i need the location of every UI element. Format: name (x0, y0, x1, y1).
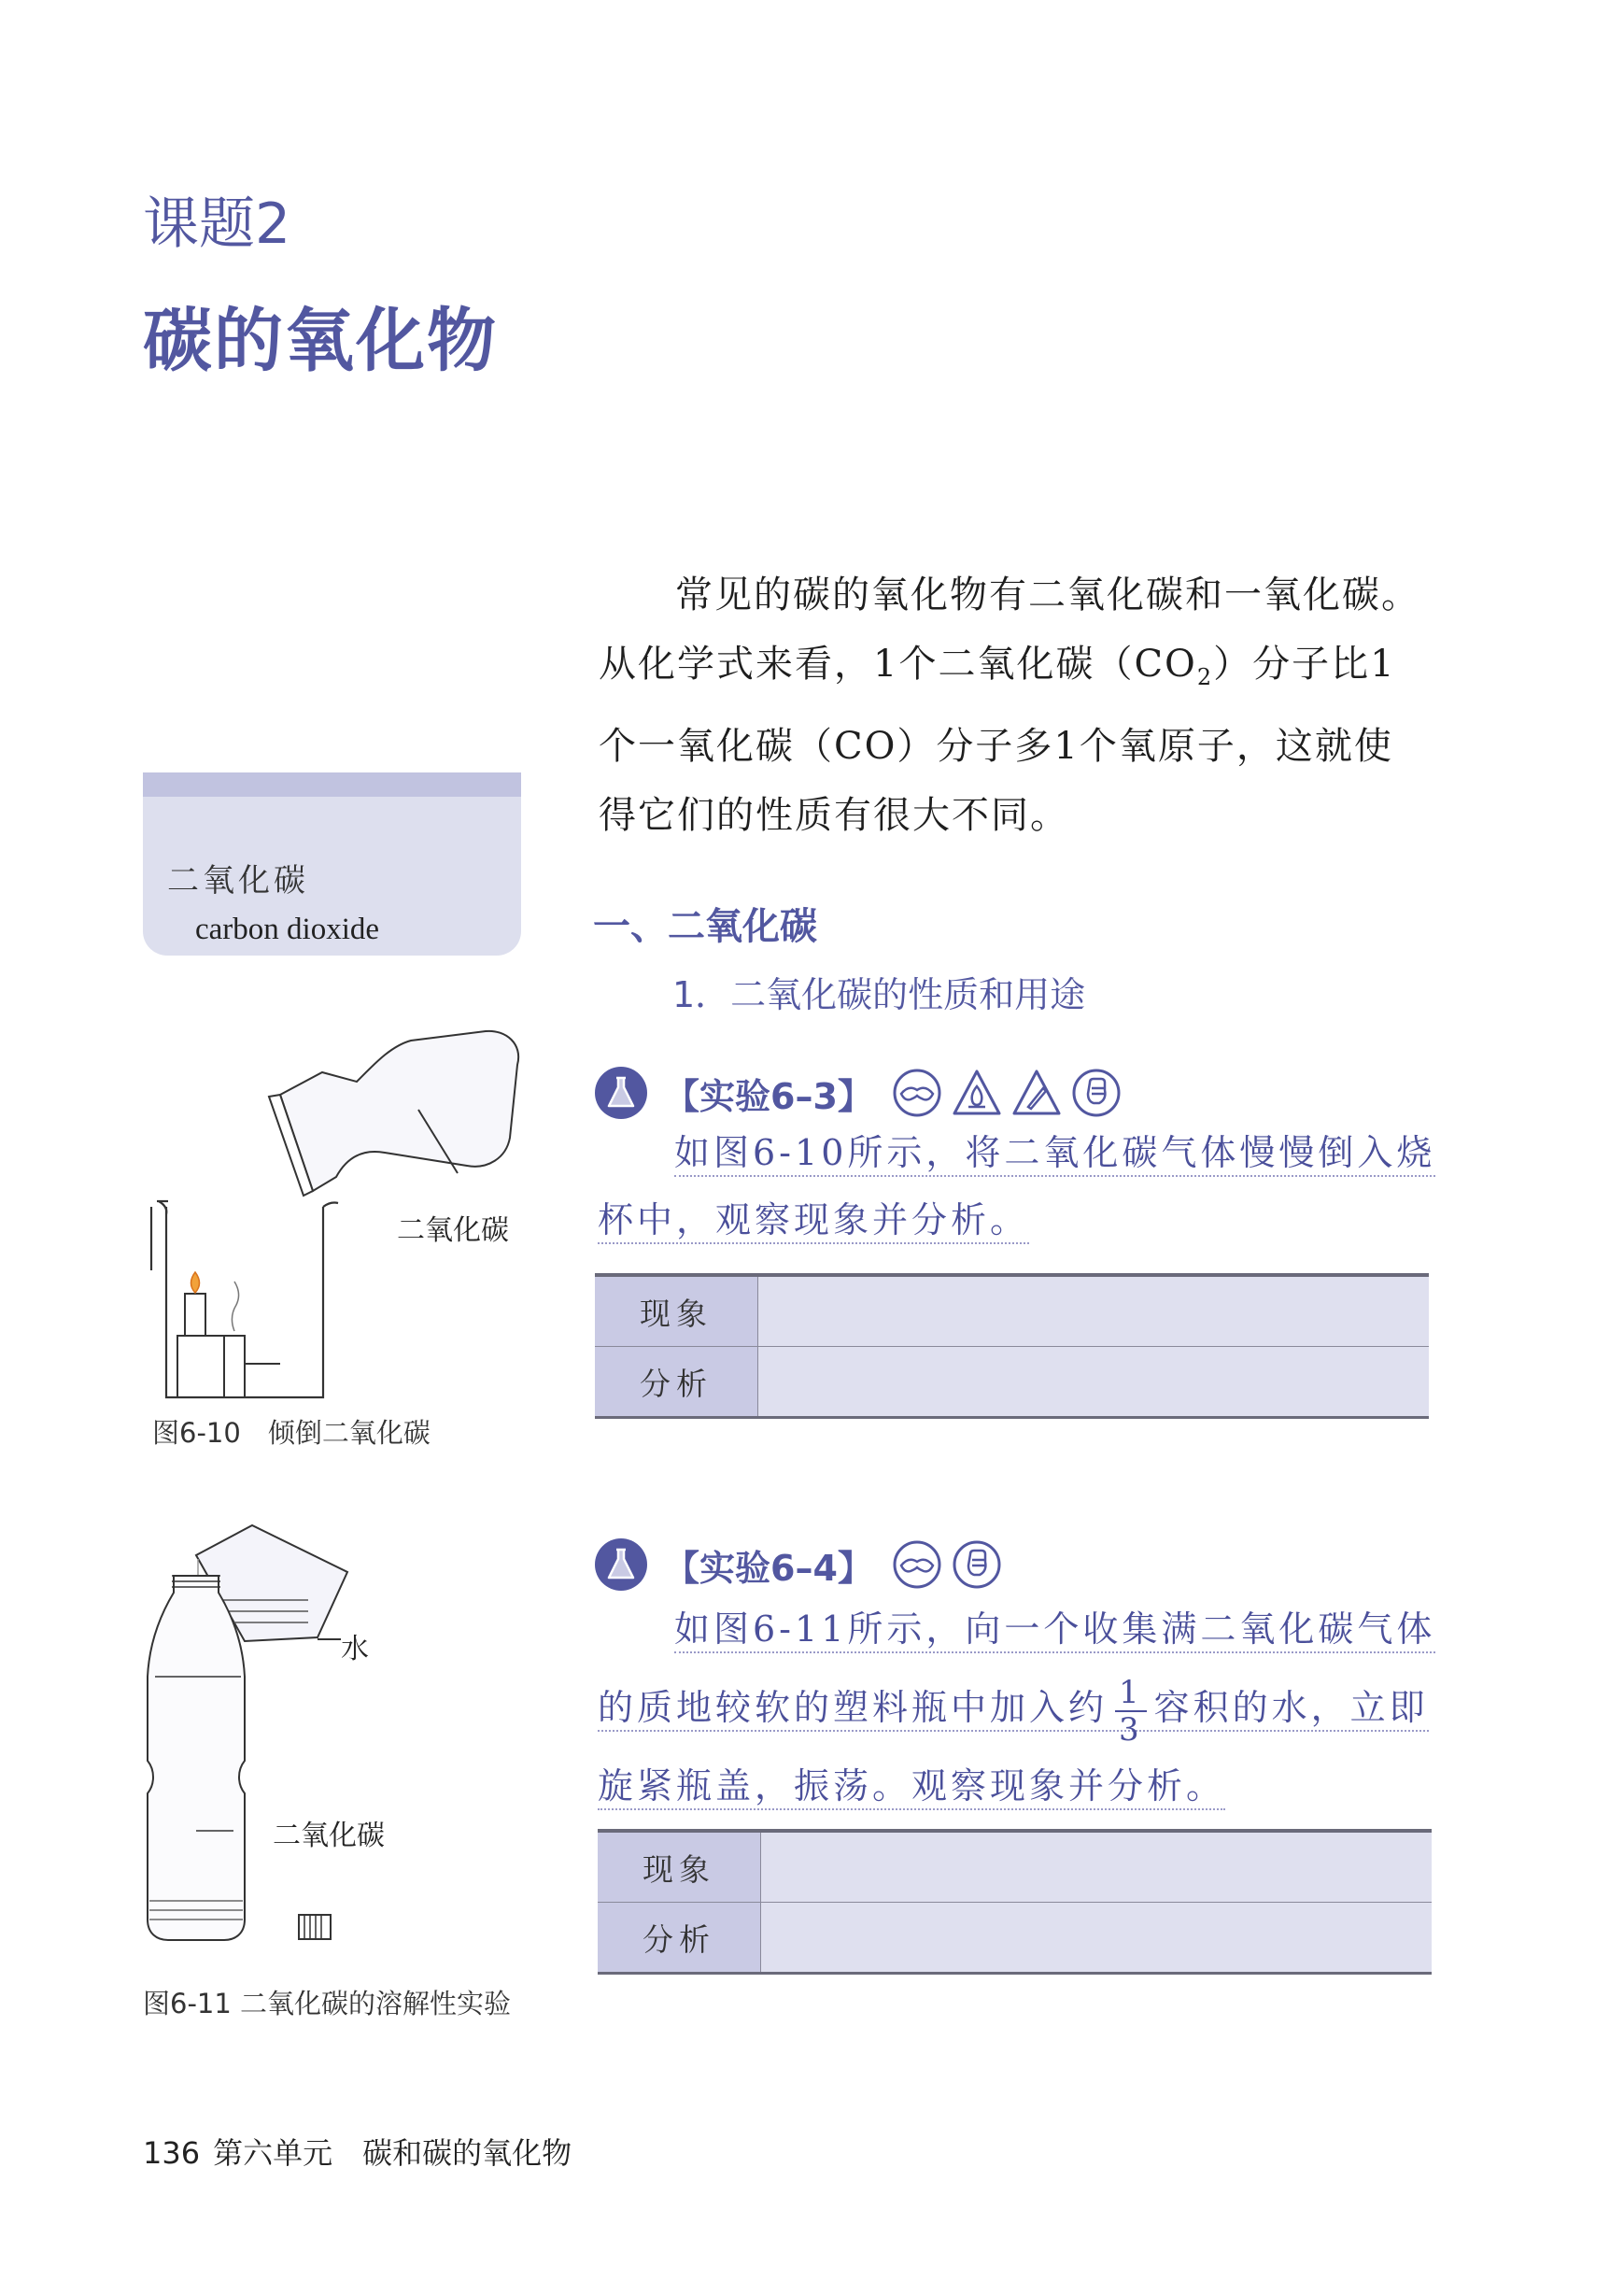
figure-6-11-caption: 图6-11 二氧化碳的溶解性实验 (143, 1988, 512, 2019)
vocab-english: carbon dioxide (195, 913, 380, 946)
experiment-6-4-line3: 旋紧瓶盖，振荡。观察现象并分析。 (598, 1765, 1225, 1810)
intro-text-2: ）分子比1个一氧化碳（CO）分子多1个氧原子，这就使得它们的性质有很大不同。 (599, 643, 1396, 837)
table-row (598, 1903, 1432, 1974)
experiment-6-4-title: 【实验6–4】 (664, 1547, 873, 1589)
experiment-6-3-line2: 杯中，观察现象并分析。 (598, 1199, 1029, 1244)
table-label-analysis: 分析 (595, 1347, 758, 1418)
vocab-chinese: 二氧化碳 (167, 862, 309, 900)
unit-title: 第六单元 碳和碳的氧化物 (213, 2135, 572, 2171)
hand-wash-icon (1071, 1068, 1122, 1118)
table-cell-phenomenon[interactable] (758, 1275, 1430, 1347)
experiment-6-4-header (595, 1537, 1011, 1593)
figure-6-11-label-co2: 二氧化碳 (273, 1820, 385, 1852)
experiment-6-3-text (598, 1119, 1438, 1254)
experiment-6-3-line1: 如图6-10所示，将二氧化碳气体慢慢倒入烧 (674, 1132, 1435, 1177)
experiment-6-3-title: 【实验6–3】 (664, 1075, 873, 1117)
figure-6-11-label-water: 水 (341, 1633, 369, 1665)
section-subheading: 1．二氧化碳的性质和用途 (672, 974, 1086, 1015)
table-label-analysis: 分析 (598, 1903, 761, 1974)
vocab-box (143, 772, 521, 956)
fraction-denominator: 3 (1119, 1710, 1143, 1749)
table-row (595, 1275, 1429, 1347)
goggles-icon (892, 1068, 942, 1118)
intro-subscript: 2 (1196, 664, 1214, 690)
experiment-6-3-header (595, 1065, 1131, 1121)
experiment-6-3-table (595, 1273, 1429, 1419)
flame-warning-icon (952, 1068, 1002, 1118)
flask-icon (595, 1538, 647, 1591)
lesson-title: 碳的氧化物 (143, 301, 498, 381)
figure-6-10-label: 二氧化碳 (397, 1214, 509, 1247)
figure-6-11-illustration (140, 1518, 383, 1948)
table-cell-phenomenon[interactable] (761, 1831, 1433, 1903)
table-cell-analysis[interactable] (761, 1903, 1433, 1974)
goggles-icon (892, 1539, 942, 1590)
intro-paragraph (599, 560, 1430, 850)
table-row (598, 1831, 1432, 1903)
intro-text-1: 常见的碳的氧化物有二氧化碳和一氧化碳。从化学式来看，1个二氧化碳（CO (599, 574, 1420, 686)
table-label-phenomenon: 现象 (595, 1275, 758, 1347)
table-label-phenomenon: 现象 (598, 1831, 761, 1903)
lesson-label: 课题2 (143, 191, 291, 257)
experiment-6-4-table (598, 1829, 1432, 1975)
flask-icon (595, 1067, 647, 1119)
page-footer (143, 2130, 572, 2173)
figure-6-10-caption: 图6-10 倾倒二氧化碳 (152, 1417, 431, 1449)
experiment-6-4-text (598, 1595, 1438, 1820)
experiment-6-4-line1: 如图6-11所示，向一个收集满二氧化碳气体 (674, 1608, 1435, 1653)
experiment-6-4-line2b: 容积的水，立即 (1153, 1687, 1429, 1728)
fraction-numerator: 1 (1115, 1675, 1147, 1712)
table-row (595, 1347, 1429, 1418)
hand-wash-icon (952, 1539, 1002, 1590)
sharp-warning-icon (1011, 1068, 1062, 1118)
fraction (1115, 1675, 1147, 1748)
table-cell-analysis[interactable] (758, 1347, 1430, 1418)
section-heading: 一、二氧化碳 (593, 905, 817, 948)
page-number: 136 (143, 2135, 201, 2171)
experiment-6-4-line2a: 的质地较软的塑料瓶中加入约 (598, 1687, 1109, 1728)
